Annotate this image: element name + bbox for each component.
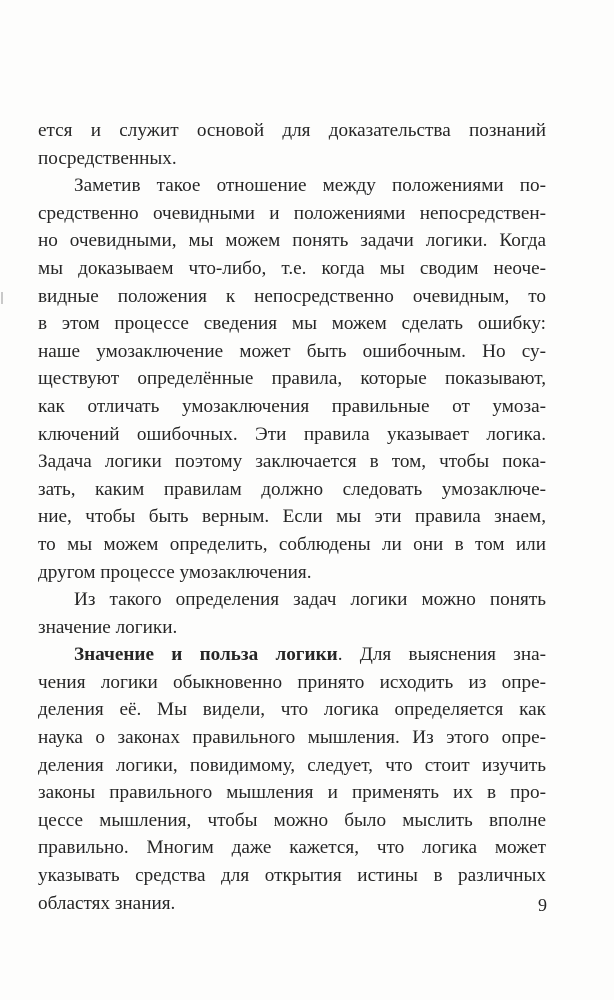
paragraph <box>38 172 546 586</box>
text-line: деления её. Мы видели, что логика определяется как <box>38 699 546 721</box>
text-line: в этом процессе сведения мы можем сделать ошибку: <box>38 313 546 335</box>
text-line: цессе мышления, чтобы можно было мыслить вполне <box>38 809 546 831</box>
paragraph <box>38 117 546 172</box>
text-line: мы доказываем что-либо, т.е. когда мы сводим неоче- <box>38 257 546 279</box>
text-line: деления логики, повидимому, следует, что стоит изучить <box>38 754 546 776</box>
text-line: правильно. Многим даже кажется, что логика может <box>38 837 546 859</box>
text-line: наше умозаключение может быть ошибочным. Но су- <box>38 340 546 362</box>
text-line: Из такого определения задач логики можно понять <box>74 589 546 611</box>
text-line: зать, каким правилам должно следовать умозаключе- <box>38 478 546 500</box>
text-line: ние, чтобы быть верным. Если мы эти правила знаем, <box>38 506 546 528</box>
section-heading: Значение и польза логики <box>74 644 338 666</box>
text-line: наука о законах правильного мышления. Из этого опре- <box>38 727 546 749</box>
text-line: указывать средства для открытия истины в различных <box>38 865 546 887</box>
text-line: ется и служит основой для доказательства познаний <box>38 120 546 141</box>
text-line: видные положения к непосредственно очевидным, то <box>38 285 546 307</box>
body-text <box>38 117 546 917</box>
text-line: то мы можем определить, соблюдены ли они в том или <box>38 533 546 555</box>
text-line: Заметив такое отношение между положениями по- <box>74 175 546 197</box>
text-line: ществуют определённые правила, которые показывают, <box>38 368 546 390</box>
text-line: посредственных. <box>38 147 177 169</box>
text-line: законы правильного мышления и применять их в про- <box>38 782 546 804</box>
paragraph <box>38 641 546 917</box>
paragraph <box>38 586 546 641</box>
scan-artifact <box>1 292 3 304</box>
text-line: Задача логики поэтому заключается в том, чтобы пока- <box>38 451 546 473</box>
page-number: 9 <box>538 895 547 915</box>
text-line: областях знания. <box>38 892 176 914</box>
text-line: значение логики. <box>38 616 178 638</box>
text-line: ключений ошибочных. Эти правила указывает логика. <box>38 423 546 445</box>
text-line: но очевидными, мы можем понять задачи логики. Когда <box>38 230 546 252</box>
text-line: как отличать умозаключения правильные от умоза- <box>38 395 546 417</box>
text-run: . Для выяснения зна- <box>337 644 546 666</box>
text-line: другом процессе умозаключения. <box>38 561 312 583</box>
text-line: средственно очевидными и положениями непосредствен- <box>38 202 546 224</box>
text-line <box>38 641 546 669</box>
text-line: чения логики обыкновенно принято исходить из опре- <box>38 671 546 693</box>
